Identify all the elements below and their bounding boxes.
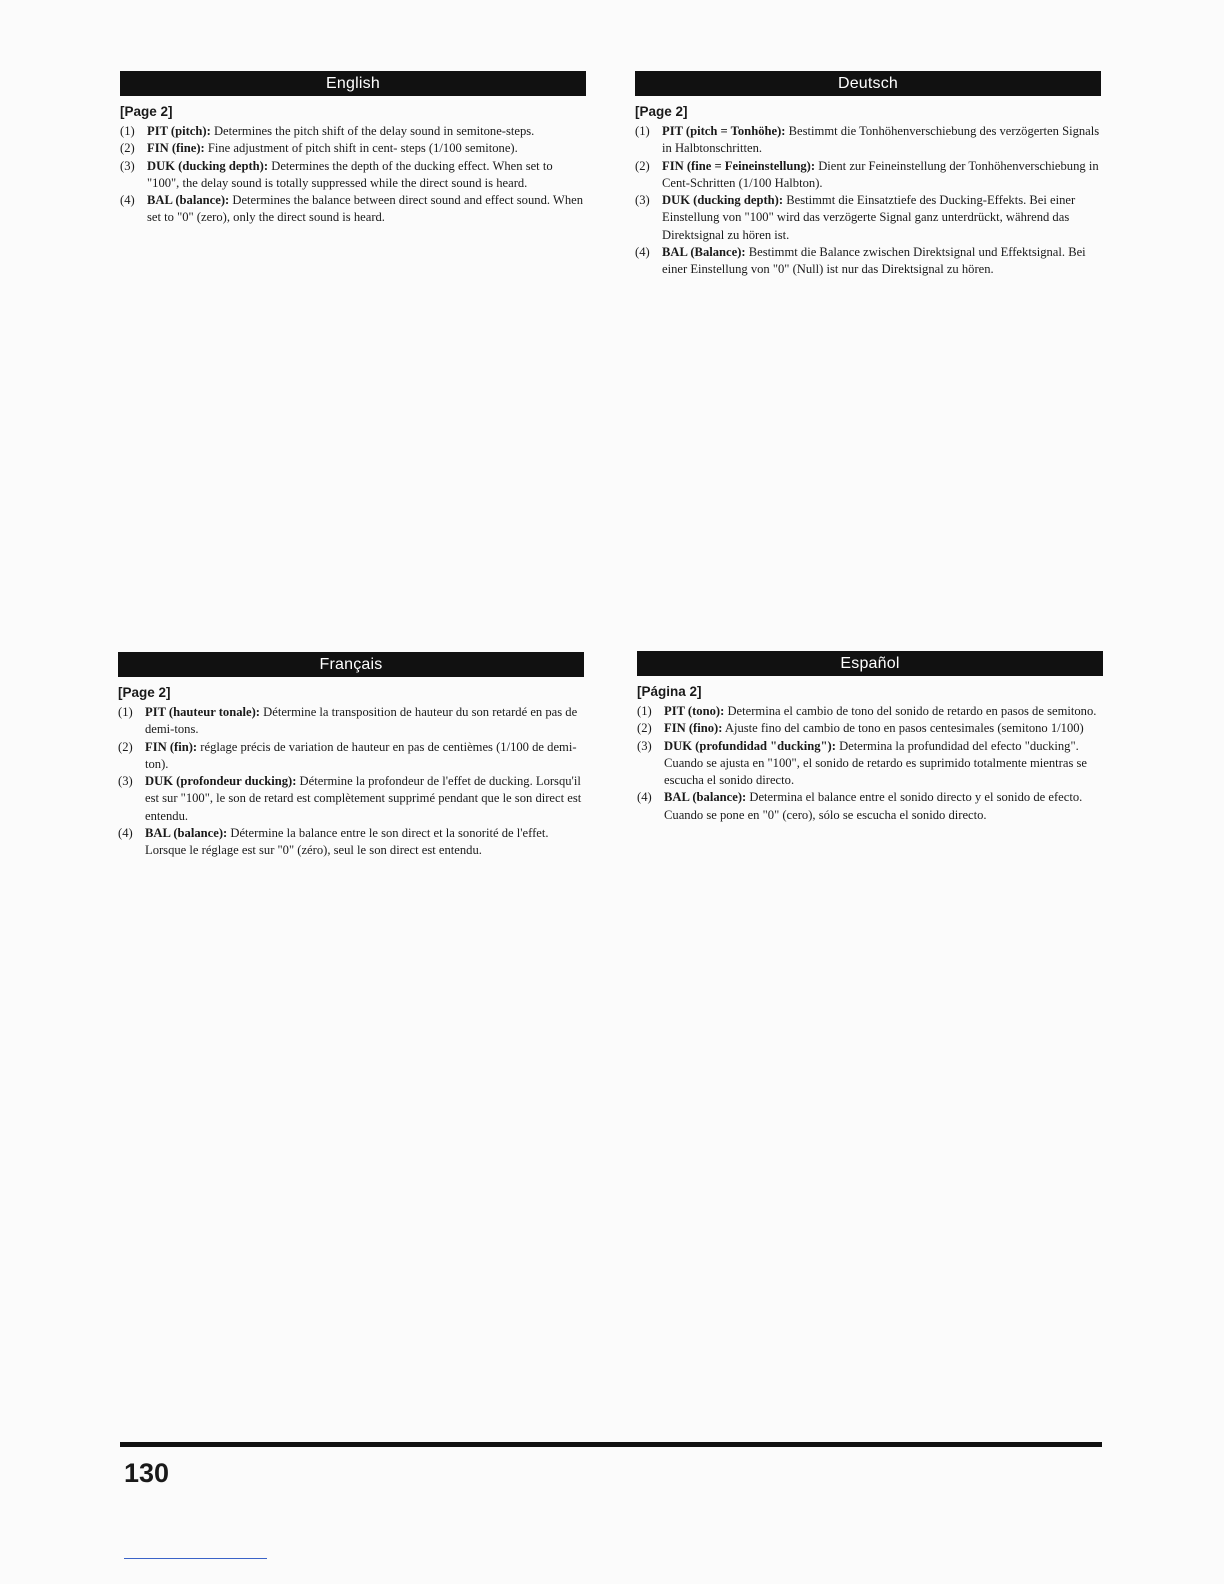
parameter-list	[635, 123, 1101, 279]
item-description: Fine adjustment of pitch shift in cent- steps (1/100 semitone).	[207, 141, 518, 156]
item-term: BAL (balance):	[664, 790, 747, 805]
item-term: BAL (balance):	[145, 826, 228, 841]
item-number: (3)	[637, 738, 652, 753]
parameter-list	[637, 703, 1103, 824]
bottom-underline	[124, 1558, 267, 1559]
item-number: (4)	[637, 790, 652, 805]
page-reference: [Page 2]	[118, 685, 171, 700]
item-number: (4)	[120, 193, 135, 208]
item-description: Determina la profundidad del efecto "ducking". Cuando se ajusta en "100", el sonido de retardo es suprimido totalmente mientras se escucha el sonido directo.	[664, 738, 1087, 788]
list-item	[635, 123, 1101, 158]
item-term: PIT (pitch = Tonhöhe):	[662, 124, 786, 138]
list-item	[118, 773, 584, 825]
item-term: BAL (balance):	[147, 193, 230, 208]
list-item	[120, 158, 586, 193]
list-item	[635, 158, 1101, 193]
item-term: DUK (profondeur ducking):	[145, 774, 297, 789]
item-description: Dient zur Feineinstellung der Tonhöhenverschiebung in Cent-Schritten (1/100 Halbton).	[662, 158, 1099, 190]
list-item	[118, 704, 584, 739]
section-header-deutsch: Deutsch	[635, 71, 1101, 96]
item-number: (3)	[120, 158, 135, 173]
section-header-francais: Français	[118, 652, 584, 677]
footer-rule	[120, 1442, 1102, 1447]
item-description: Determina el balance entre el sonido directo y el sonido de efecto. Cuando se pone en "0" (cero), sólo se escucha el sonido directo.	[664, 790, 1083, 822]
item-term: PIT (tono):	[664, 704, 725, 718]
list-item	[637, 738, 1103, 790]
section-english	[120, 71, 586, 227]
item-term: BAL (Balance):	[662, 245, 746, 260]
item-description: Détermine la profondeur de l'effet de ducking. Lorsqu'il est sur "100", le son de retard est complètement supprimé pendant que le son direct est entendu.	[145, 774, 582, 823]
item-term: FIN (fin):	[145, 739, 198, 754]
list-item	[118, 739, 584, 774]
item-number: (2)	[635, 158, 650, 173]
item-number: (1)	[637, 704, 652, 718]
item-term: FIN (fine):	[147, 141, 205, 156]
item-description: Détermine la transposition de hauteur du son retardé en pas de demi-tons.	[145, 705, 578, 737]
parameter-list	[118, 704, 584, 860]
item-number: (1)	[635, 124, 650, 138]
item-description: Détermine la balance entre le son direct et la sonorité de l'effet. Lorsque le réglage est sur "0" (zéro), seul le son direct est entendu.	[145, 826, 549, 858]
section-espanol	[637, 651, 1103, 824]
item-description: réglage précis de variation de hauteur en pas de centièmes (1/100 de demi-ton).	[145, 739, 577, 771]
item-description: Determina el cambio de tono del sonido de retardo en pasos de semitono.	[727, 704, 1097, 718]
item-number: (4)	[635, 245, 650, 260]
item-description: Determines the depth of the ducking effect. When set to "100", the delay sound is totally suppressed while the direct sound is heard.	[147, 158, 553, 190]
page-reference: [Page 2]	[635, 104, 688, 119]
page-reference: [Page 2]	[120, 104, 173, 119]
list-item	[120, 192, 586, 227]
item-number: (2)	[118, 739, 133, 754]
item-term: PIT (hauteur tonale):	[145, 705, 260, 719]
list-item	[635, 192, 1101, 244]
item-number: (3)	[118, 774, 133, 789]
section-header-espanol: Español	[637, 651, 1103, 676]
item-term: DUK (ducking depth):	[662, 193, 784, 208]
list-item	[637, 789, 1103, 824]
list-item	[118, 825, 584, 860]
list-item	[120, 123, 586, 140]
item-number: (1)	[118, 705, 133, 719]
item-description: Ajuste fino del cambio de tono en pasos centesimales (semitono 1/100)	[724, 721, 1084, 736]
section-deutsch	[635, 71, 1101, 279]
item-description: Determines the pitch shift of the delay sound in semitone-steps.	[213, 124, 535, 138]
item-description: Bestimmt die Balance zwischen Direktsignal und Effektsignal. Bei einer Einstellung von "0" (Null) ist nur das Direktsignal zu hören.	[662, 245, 1086, 277]
item-description: Determines the balance between direct sound and effect sound. When set to "0" (zero), only the direct sound is heard.	[147, 193, 584, 225]
item-term: DUK (ducking depth):	[147, 158, 269, 173]
item-term: PIT (pitch):	[147, 124, 211, 138]
page-reference: [Página 2]	[637, 684, 702, 699]
item-number: (1)	[120, 124, 135, 138]
item-term: FIN (fino):	[664, 721, 723, 736]
item-number: (4)	[118, 826, 133, 841]
item-number: (2)	[637, 721, 652, 736]
item-number: (3)	[635, 193, 650, 208]
section-header-english: English	[120, 71, 586, 96]
page-number: 130	[124, 1458, 170, 1488]
section-francais	[118, 652, 584, 860]
list-item	[637, 720, 1103, 737]
item-description: Bestimmt die Tonhöhenverschiebung des verzögerten Signals in Halbtonschritten.	[662, 124, 1100, 156]
parameter-list	[120, 123, 586, 227]
list-item	[635, 244, 1101, 279]
item-term: FIN (fine = Feineinstellung):	[662, 158, 816, 173]
item-number: (2)	[120, 141, 135, 156]
item-description: Bestimmt die Einsatztiefe des Ducking-Effekts. Bei einer Einstellung von "100" wird das verzögerte Signal ganz unterdrückt, während das Direktsignal zu hören ist.	[662, 193, 1076, 242]
list-item	[637, 703, 1103, 720]
list-item	[120, 140, 586, 157]
item-term: DUK (profundidad "ducking"):	[664, 738, 836, 753]
